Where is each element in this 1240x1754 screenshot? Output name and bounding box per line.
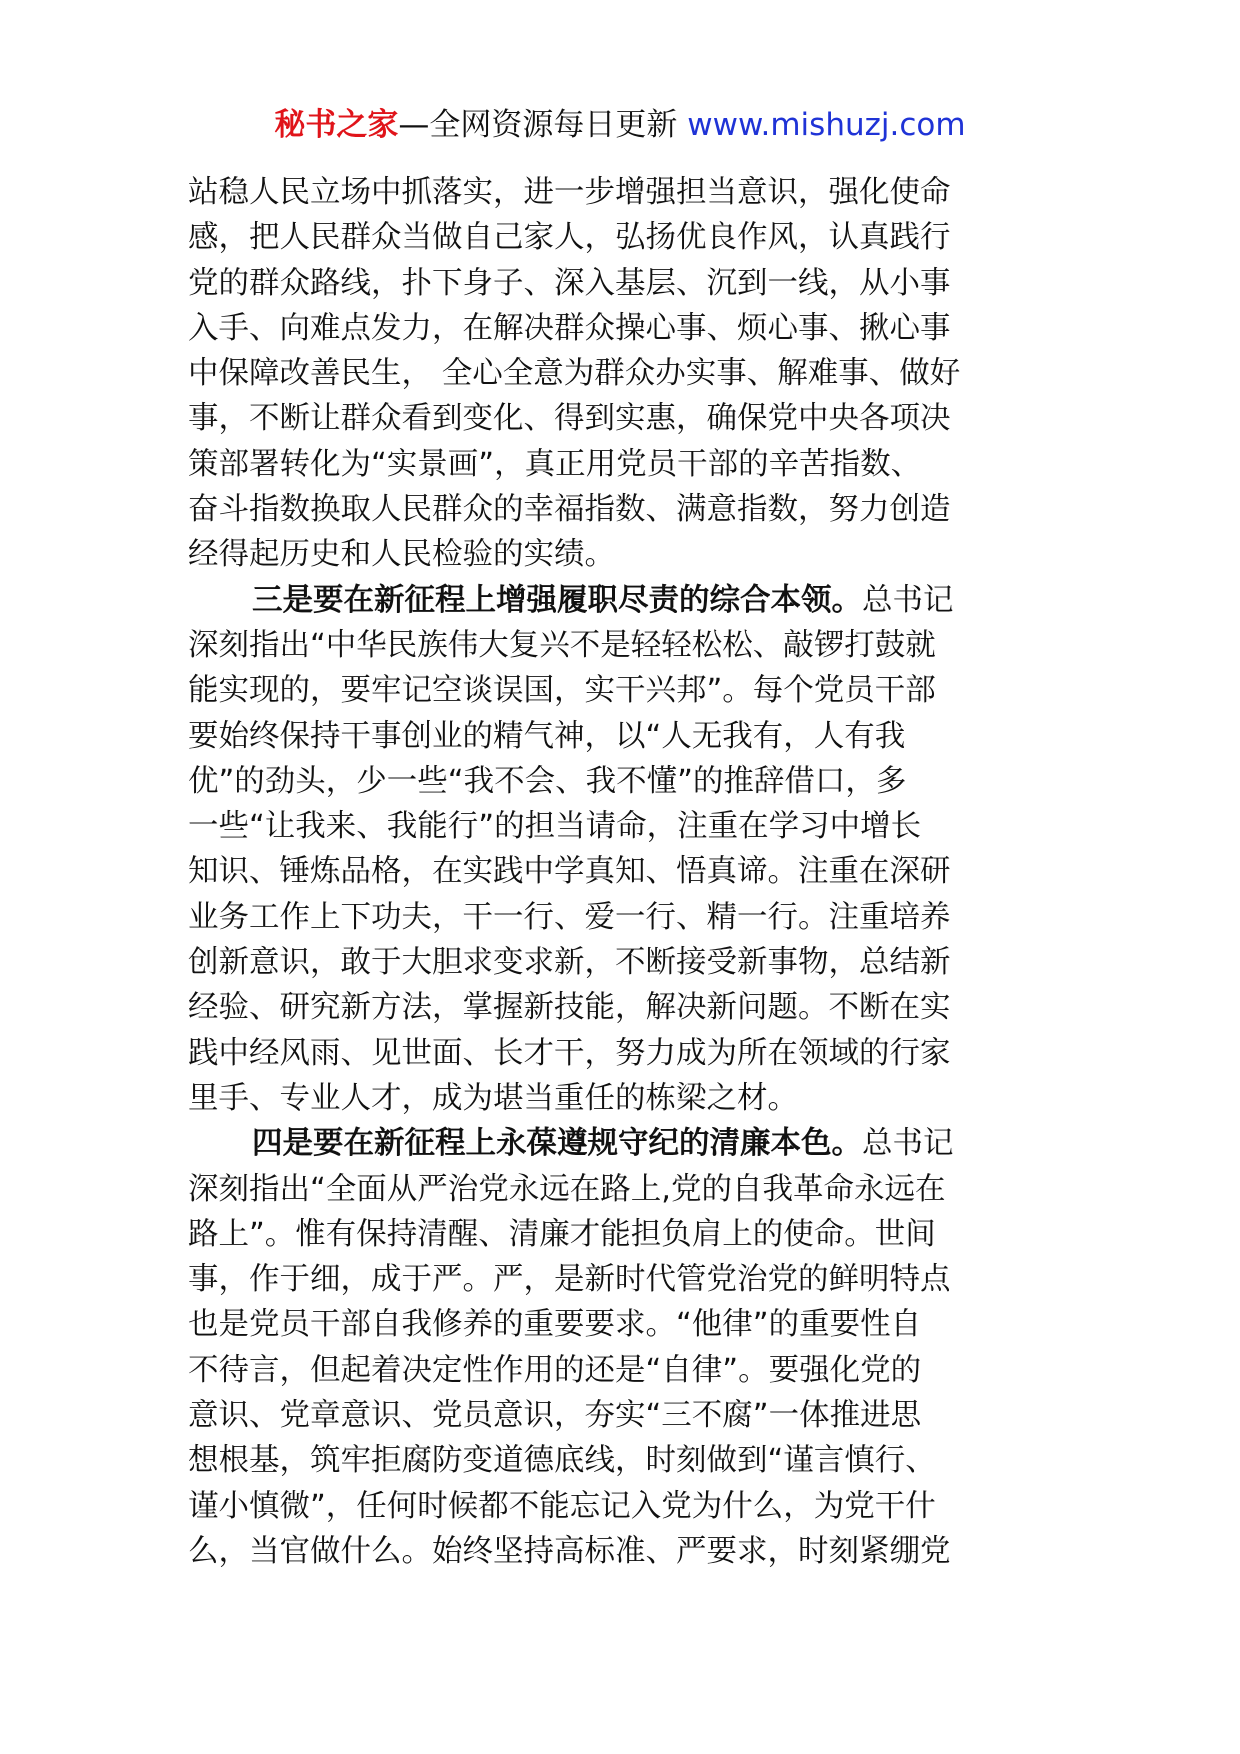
paragraph-lead-heading: 三是要在新征程上增强履职尽责的综合本领。: [252, 582, 862, 618]
brand-name: 秘书之家: [274, 107, 399, 143]
line-text: 事，不断让群众看到变化、得到实惠，确保党中央各项决: [188, 401, 951, 437]
text-line: [188, 804, 1060, 849]
line-text: 感，把人民群众当做自己家人，弘扬优良作风，认真践行: [188, 220, 951, 256]
paragraph-lead-heading: 四是要在新征程上永葆遵规守纪的清廉本色。: [252, 1126, 862, 1162]
line-text: 总书记: [862, 1126, 954, 1162]
text-line: [188, 442, 1060, 487]
line-text: 践中经风雨、见世面、长才干，努力成为所在领域的行家: [188, 1035, 951, 1071]
text-line: [188, 849, 1060, 894]
text-line: [188, 940, 1060, 985]
line-text: 总书记: [862, 582, 954, 618]
line-text: 能实现的，要牢记空谈误国，实干兴邦”。每个党员干部: [188, 673, 936, 709]
line-text: 深刻指出“中华民族伟大复兴不是轻轻松松、敲锣打鼓就: [188, 627, 936, 663]
line-text: 知识、锤炼品格，在实践中学真知、悟真谛。注重在深研: [188, 854, 951, 890]
header-tagline: —全网资源每日更新: [398, 107, 678, 143]
line-text: 里手、专业人才，成为堪当重任的栋梁之材。: [188, 1080, 798, 1116]
text-line: [188, 1031, 1060, 1076]
text-line: [188, 759, 1060, 804]
text-line: [188, 215, 1060, 260]
paragraph-start-line: [188, 1121, 1060, 1166]
line-text: 路上”。惟有保持清醒、清廉才能担负肩上的使命。世间: [188, 1216, 936, 1252]
text-line: [188, 1484, 1060, 1529]
line-text: 也是党员干部自我修养的重要要求。“他律”的重要性自: [188, 1307, 922, 1343]
line-text: 入手、向难点发力，在解决群众操心事、烦心事、揪心事: [188, 310, 951, 346]
line-text: 一些“让我来、我能行”的担当请命，注重在学习中增长: [188, 809, 922, 845]
line-text: 想根基，筑牢拒腐防变道德底线，时刻做到“谨言慎行、: [188, 1443, 936, 1479]
text-line: [188, 306, 1060, 351]
line-text: 谨小慎微”，任何时候都不能忘记入党为什么，为党干什: [188, 1488, 936, 1524]
line-text: 奋斗指数换取人民群众的幸福指数、满意指数，努力创造: [188, 492, 951, 528]
line-text: 不待言，但起着决定性作用的还是“自律”。要强化党的: [188, 1352, 922, 1388]
text-line: [188, 1076, 1060, 1121]
text-line: [188, 396, 1060, 441]
text-line: [188, 170, 1060, 215]
line-text: 优”的劲头，少一些“我不会、我不懂”的推辞借口，多: [188, 763, 907, 799]
text-line: [188, 985, 1060, 1030]
text-line: [188, 1393, 1060, 1438]
line-text: 中保障改善民生， 全心全意为群众办实事、解难事、做好: [188, 356, 961, 392]
line-text: 要始终保持干事创业的精气神，以“人无我有，人有我: [188, 718, 906, 754]
text-line: [188, 668, 1060, 713]
text-line: [188, 1212, 1060, 1257]
line-text: 党的群众路线，扑下身子、深入基层、沉到一线，从小事: [188, 265, 951, 301]
line-text: 业务工作上下功夫，干一行、爱一行、精一行。注重培养: [188, 899, 951, 935]
text-line: [188, 1348, 1060, 1393]
text-line: [188, 532, 1060, 577]
line-text: 策部署转化为“实景画”，真正用党员干部的辛苦指数、: [188, 446, 922, 482]
text-line: [188, 351, 1060, 396]
text-line: [188, 623, 1060, 668]
line-text: 站稳人民立场中抓落实，进一步增强担当意识，强化使命: [188, 175, 951, 210]
text-line: [188, 1529, 1060, 1574]
line-text: 经验、研究新方法，掌握新技能，解决新问题。不断在实: [188, 990, 951, 1026]
text-line: [188, 1167, 1060, 1212]
line-text: 深刻指出“全面从严治党永远在路上,党的自我革命永远在: [188, 1171, 946, 1207]
line-text: 事，作于细，成于严。严，是新时代管党治党的鲜明特点: [188, 1262, 951, 1298]
line-text: 经得起历史和人民检验的实绩。: [188, 537, 615, 573]
text-line: [188, 895, 1060, 940]
text-line: [188, 1302, 1060, 1347]
text-line: [188, 1257, 1060, 1302]
paragraph-start-line: [188, 578, 1060, 623]
text-line: [188, 1438, 1060, 1483]
text-line: [188, 261, 1060, 306]
line-text: 意识、党章意识、党员意识，夯实“三不腐”一体推进思: [188, 1398, 922, 1434]
document-body: [188, 170, 1060, 1574]
line-text: 么，当官做什么。始终坚持高标准、严要求，时刻紧绷党: [188, 1533, 951, 1569]
page-header: [0, 104, 1240, 146]
line-text: 创新意识，敢于大胆求变求新，不断接受新事物，总结新: [188, 945, 951, 981]
text-line: [188, 487, 1060, 532]
website-link[interactable]: www.mishuzj.com: [687, 107, 966, 143]
text-line: [188, 714, 1060, 759]
